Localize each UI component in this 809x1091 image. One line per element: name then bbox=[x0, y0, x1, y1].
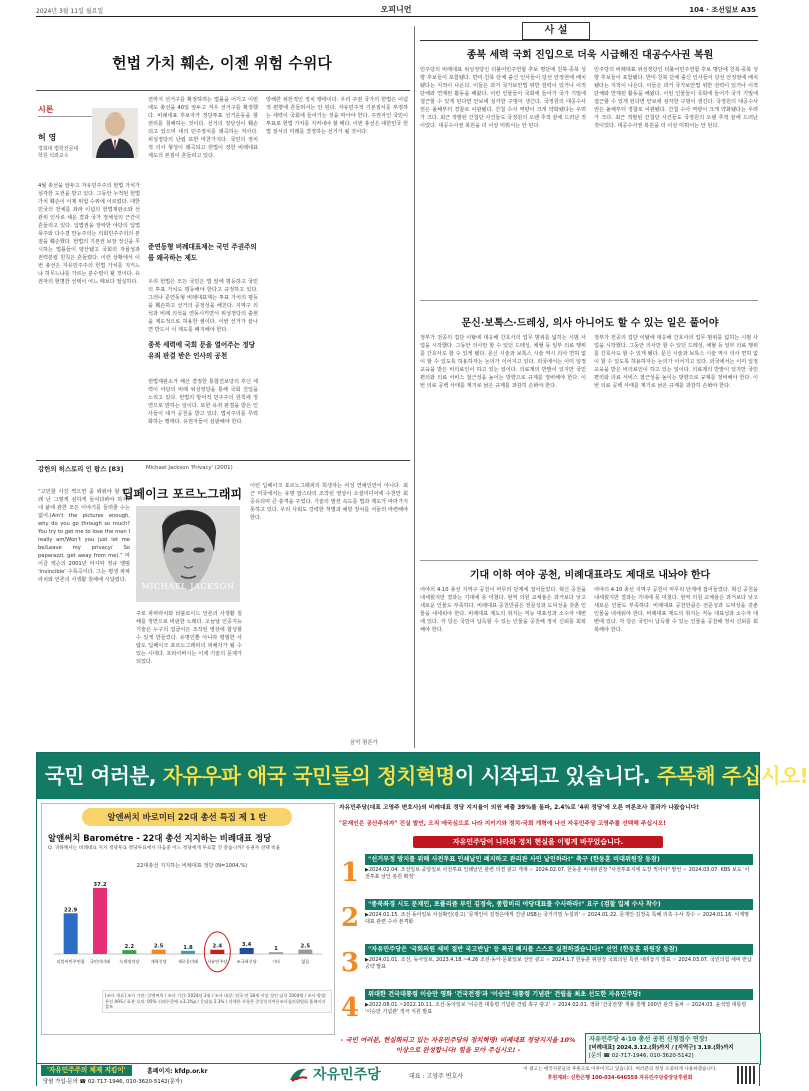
column1-body-c: 우리 헌법은 모든 국민은 법 앞에 평등하고 국민의 투표 가치도 평등해야 한다고 규정하고 있다. 그러나 준연동형 비례대표제는 투표 가치의 평등을 훼손하고 선거의 공정성을 해친다. 지역구 의석과 비례 의석을 연동시키면서 위성정당의 출현을 제도적으로 허용한 셈이다. 이번 선거가 끝나면 반드시 이 제도를 폐지해야 한다. bbox=[148, 279, 258, 333]
ad-application-box bbox=[585, 1033, 761, 1065]
chart-bar bbox=[298, 950, 312, 954]
column2-title: 딥페이크 포르노그래피 bbox=[121, 487, 243, 501]
editorial-rule bbox=[420, 40, 758, 41]
ad-items-list bbox=[339, 852, 755, 1030]
ad-item bbox=[339, 852, 755, 895]
author-photo bbox=[92, 108, 138, 158]
poll-subtitle: 22대총선 지지하는 비례대표 정당 (N=1004,%) bbox=[136, 863, 248, 869]
chart-category-label: 국민의미래 bbox=[89, 959, 111, 964]
editorial-3-body-left: 여야의 4·10 총선 지역구 공천이 마무리 단계에 접어들었다. 혁신 공천을 내세웠지만 결과는 기대에 못 미쳤다. 현역 의원 교체율은 과거보다 낮고 새로운 인물도 부족하다. 비례대표 공천만큼은 전문성과 도덕성을 갖춘 인물을 내세워야 한다. 비례대표 제도의 취지는 직능 대표성과 소수자 대변에 있다. 각 당은 국민이 납득할 수 있는 인물을 공천해 정치 신뢰를 회복해야 한다. bbox=[420, 587, 586, 633]
album-title: MICHAEL JACKSON bbox=[141, 582, 235, 591]
column2-body-c: 이런 딥페이크 포르노그래피의 희생자는 여성 연예인만이 아니다. 최근 미국에서는 유명 팝스타의 조작된 영상이 소셜미디어에 수천만 회 공유되며 큰 충격을 주었다. 기술의 발전 속도를 법과 제도가 따라가지 못하고 있다. 우리 사회도 강력한 처벌과 예방 장치를 서둘러 마련해야 한다. bbox=[250, 483, 408, 521]
ad-item-detail: ▶2022.08.01.~2022.10.11. 조선·동아일보 '이승만 대통령 기념관 건립 촉구 광고' ☞ 2024.02.01. 영화 '건국전쟁' 개봉 흥행 100만 관객 돌파 ☞ 2024.03. 윤석열 대통령 '이승만 기념관' 적극 지원 발표 bbox=[365, 1002, 747, 1015]
chart-value-label: 2.5 bbox=[153, 943, 164, 950]
editorial-1-body-left: 민주당의 비례대표 위성정당인 더불어민주연합 후보 명단에 친북·종북 성향 후보들이 포함됐다. 반미·친북 단체 출신 인사들이 당선 안정권에 배치됐다는 지적이 나온다. 이들은 과거 국가보안법 위반 전력이 있거나 이적 단체와 연계된 활동을 해왔다. 이런 인물들이 국회에 들어가 국가 기밀에 접근할 수 있게 된다면 안보에 심각한 구멍이 생긴다. 국정원의 대공수사권은 올해부터 경찰로 이관됐다. 간첩 수사 역량이 크게 약화됐다는 우려가 크다. 최근 적발된 간첩단 사건들도 국정원의 오랜 추적 끝에 드러난 것이었다. 대공수사권 복원을 더 이상 미뤄서는 안 된다. bbox=[420, 67, 586, 129]
ad-headline-c: 이 시작되고 있습니다. bbox=[454, 764, 657, 788]
ad-slogan-box bbox=[337, 1035, 579, 1059]
chart-bar bbox=[152, 950, 166, 954]
page-vertical-divider bbox=[414, 26, 415, 748]
ad-item-detail: ▶2024.01.15. 조선·동아일보 사실확인(광고) '문재인이 김정은에게 건넨 USB는 국가기밀 누설죄' ☞ 2024.01.22. 문재인·김정숙 특혜 의혹 수사 착수 ☞ 2024.01.16. 이재명 대표 관련 수사 본격화 bbox=[365, 912, 750, 925]
editorial-3-body-right: 여야의 4·10 총선 지역구 공천이 마무리 단계에 접어들었다. 혁신 공천을 내세웠지만 결과는 기대에 못 미쳤다. 현역 의원 교체율은 과거보다 낮고 새로운 인물도 부족하다. 비례대표 공천만큼은 전문성과 도덕성을 갖춘 인물을 내세워야 한다. 비례대표 제도의 취지는 직능 대표성과 소수자 대변에 있다. 각 당은 국민이 납득할 수 있는 인물을 공천해 정치 신뢰를 회복해야 한다. bbox=[594, 587, 758, 633]
poll-panel bbox=[41, 803, 335, 1035]
ad-footer-rep: 대표 : 고영주 변호사 bbox=[409, 1073, 464, 1080]
ad-application-line-2: [문의 ☎ 02-717-1946, 010-3620-5142] bbox=[589, 1053, 694, 1059]
party-logo-icon bbox=[287, 1066, 309, 1084]
chart-value-label: 3.4 bbox=[241, 941, 252, 948]
ad-item-title: "선거부정 방지를 위해 사전투표 인쇄날인 폐지하고 관리관 사인 날인하라!" 촉구 (한동훈 비대위원장 동참) bbox=[365, 854, 753, 865]
series-title: 강헌의 히스토리 인 팝스 [83] bbox=[38, 465, 124, 473]
ad-footer-phone: 당원 가입·문의 ☎ 02-717-1946, 010-3620-5142(문자) bbox=[43, 1079, 183, 1085]
chart-bar bbox=[64, 913, 78, 954]
qr-code-icon[interactable] bbox=[737, 1066, 755, 1084]
ad-item-title: "자유민주당은 '국회의원 세비 절반 국고반납' 등 특권 폐지를 스스로 실천하겠습니다!" 선언 (한동훈 위원장 동참) bbox=[365, 944, 753, 955]
chart-value-label: 2.4 bbox=[212, 943, 223, 950]
header-rule bbox=[36, 16, 758, 17]
chart-value-label: 2.2 bbox=[124, 944, 135, 951]
ad-application-title: 자유민주당 4·10 총선 공천 신청접수 연장! bbox=[589, 1036, 708, 1043]
kicker: 시론 bbox=[38, 105, 54, 114]
editorial-2-title: 문신·보톡스·드레싱, 의사 아니어도 할 수 있는 일은 풀어야 bbox=[461, 318, 719, 329]
editorial-1-title: 종북 세력 국회 진입으로 더욱 시급해진 대공수사권 복원 bbox=[466, 50, 714, 61]
poll-bar-chart bbox=[46, 868, 330, 986]
ad-footer-bank-1: 이 광고는 애국자분들의 후원으로 이루어지고 있습니다. 여러분의 정성 소중하게 사용하겠습니다. bbox=[523, 1067, 717, 1072]
ad-footer-bank-2: 후원계좌: 신한은행 100-034-646559 자유민주당중앙당후원회 bbox=[547, 1075, 693, 1081]
column-title-rule bbox=[36, 90, 410, 91]
ad-footer-party: 자유민주당 bbox=[313, 1067, 381, 1083]
chart-bar bbox=[210, 950, 224, 954]
author-title: 경희대 법학전문대학원 석좌교수 bbox=[38, 146, 79, 159]
album-cover bbox=[136, 506, 240, 602]
ad-stripe: 자유민주당이 나라와 정치 현실을 이렇게 바꾸었습니다. bbox=[413, 836, 663, 848]
ad-item-title: 위대한 건국대통령 이승만 영화 '건국전쟁'과 '이승만 대통령 기념관' 건립을 최초 선도한 자유민주당! bbox=[365, 989, 753, 1000]
ad-footer-homepage[interactable]: 홈페이지: kfdp.or.kr bbox=[147, 1068, 208, 1075]
chart-bar bbox=[269, 952, 283, 954]
chart-value-label: 1.8 bbox=[183, 944, 193, 951]
ad-headline-d: 주목해 주십시오! bbox=[656, 764, 809, 788]
editorial-2-body-right: 정부가 전공의 집단 이탈에 대응해 간호사의 업무 범위를 넓히는 시범 사업을 시작했다. 그동안 의사만 할 수 있던 드레싱, 채혈 등 일부 의료 행위를 간호사도 할 수 있게 됐다. 문신 시술과 보톡스 시술 역시 의사 면허 없이 할 수 있도록 허용하자는 논의가 이어지고 있다. 외국에서는 이미 일정 교육을 받은 비의료인이 하고 있는 일이다. 의료계의 반발이 있지만 국민 편의와 의료 서비스 접근성을 높이는 방향으로 규제를 정비해야 한다. 이번 의료 공백 사태를 계기로 낡은 규제를 과감히 손봐야 한다. bbox=[594, 335, 758, 389]
chart-category-label: 조국혁신당 bbox=[236, 959, 257, 964]
ad-item-number: 2 bbox=[340, 903, 360, 933]
ad-item bbox=[339, 987, 755, 1030]
editorial-2-body-left: 정부가 전공의 집단 이탈에 대응해 간호사의 업무 범위를 넓히는 시범 사업을 시작했다. 그동안 의사만 할 수 있던 드레싱, 채혈 등 일부 의료 행위를 간호사도 할 수 있게 됐다. 문신 시술과 보톡스 시술 역시 의사 면허 없이 할 수 있도록 허용하자는 논의가 이어지고 있다. 외국에서는 이미 일정 교육을 받은 비의료인이 하고 있는 일이다. 의료계의 반발이 있지만 국민 편의와 의료 서비스 접근성을 높이는 방향으로 규제를 정비해야 한다. 이번 의료 공백 사태를 계기로 낡은 규제를 과감히 손봐야 한다. bbox=[420, 335, 586, 389]
editorial-1-body-right: 민주당의 비례대표 위성정당인 더불어민주연합 후보 명단에 친북·종북 성향 후보들이 포함됐다. 반미·친북 단체 출신 인사들이 당선 안정권에 배치됐다는 지적이 나온다. 이들은 과거 국가보안법 위반 전력이 있거나 이적 단체와 연계된 활동을 해왔다. 이런 인물들이 국회에 들어가 국가 기밀에 접근할 수 있게 된다면 안보에 심각한 구멍이 생긴다. 국정원의 대공수사권은 올해부터 경찰로 이관됐다. 간첩 수사 역량이 크게 약화됐다는 우려가 크다. 최근 적발된 간첩단 사건들도 국정원의 오랜 추적 끝에 드러난 것이었다. 대공수사권 복원을 더 이상 미뤄서는 안 된다. bbox=[594, 67, 758, 129]
ad-slogan: - 국민 여러분, 현실화되고 있는 자유민주당의 정치혁명! 비례대표 정당지지율 10% 이상으로 완성합니다! 힘을 모아 주십시오! - bbox=[340, 1036, 576, 1054]
column1-subhead-1: 준연동형 비례대표제는 국민 주권주의를 왜곡하는 제도 bbox=[148, 243, 257, 262]
chart-category-label: 개혁신당 bbox=[150, 959, 167, 964]
column1-body-d: 헌법재판소가 해산 결정한 통합진보당의 후신 세력이 야당의 비례 위성정당을 통해 국회 진입을 노리고 있다. 헌법의 방어적 민주주의 원칙에 정면으로 반하는 일이다. 또한 유죄 판결을 받은 인사들이 대거 공천을 받고 있다. 법치주의를 무력화하는 행태다. 유권자들이 심판해야 한다. bbox=[148, 379, 258, 425]
chart-category-label: 없음 bbox=[301, 959, 310, 964]
column1-body-e: 방해한 위헌적인 정치 행태이다. 우리 주권 국가의 헌법은 이념적 편향에 흔들려서는 안 된다. 자유민주적 기본질서를 부정하는 세력이 국회에 들어가는 것을 막아야 한다. 주권자인 국민이 투표로 헌법 가치를 지켜내야 할 때다. 이번 총선은 대한민국 헌법 질서의 미래를 결정하는 선거가 될 것이다. bbox=[266, 97, 408, 135]
chart-value-label: 1 bbox=[274, 946, 278, 953]
chart-category-label: 기타 bbox=[271, 959, 281, 964]
ad-block bbox=[36, 752, 809, 1086]
poll-chart-title: 알앤써치 Barométre - 22대 총선 지지하는 비례대표 정당 bbox=[48, 833, 272, 843]
ad-headline-a: 국민 여러분, bbox=[45, 764, 163, 788]
chart-value-label: 2.5 bbox=[300, 943, 311, 950]
poll-badge: 알앤써치 바로미터 22대 총선 특집 제 1 탄 bbox=[82, 808, 292, 826]
ad-footer-slogan: '자유민주주의 체제 지킴이' bbox=[41, 1065, 132, 1076]
column-divider bbox=[36, 460, 410, 461]
chart-bar bbox=[122, 950, 136, 954]
ad-item-number: 4 bbox=[340, 993, 360, 1023]
editorial-1-divider bbox=[420, 300, 758, 301]
chart-category-label: 녹색정의당 bbox=[119, 959, 140, 964]
kicker-rule bbox=[38, 116, 98, 117]
ad-headline-bar bbox=[37, 753, 809, 799]
column1-body-b: 전까지 선거구를 확정하려는 법률을 어기고 이번에도 총선을 40일 앞두고 겨우 선거구를 확정했다. 비례대표 후보자가 정당투표 선거운동을 할 권리를 침해하는 것이다. 선거의 정당성이 훼손되고 있으며 대의 민주정치를 왜곡하는 처사다. 위성정당의 난립 또한 마찬가지다. 국민의 정치적 의사 형성이 왜곡되고 헌법이 정한 비례대표 제도의 본질이 흔들리고 있다. bbox=[148, 97, 258, 159]
editorial-label: 사 설 bbox=[522, 22, 590, 40]
ad-intro-2: "문재인은 공산주의자" 진실 발언, 오직 애국심으로 나라 지키기와 정치·국회 개혁에 나선 자유민주당 고영주를 선택해 주십시오! bbox=[339, 821, 666, 827]
editorial-3-title: 기대 이하 여야 공천, 비례대표라도 제대로 내놔야 한다 bbox=[469, 570, 711, 581]
ad-intro-1: 자유민주당(대표 고영주 변호사)의 비례대표 정당 지지율이 의원 배출 39%를 돌파, 2.4%로 '4위 정당'에 오른 여론조사 결과가 나왔습니다! bbox=[339, 805, 699, 811]
ad-headline-b: 자유우파 애국 국민들의 정치혁명 bbox=[162, 764, 455, 788]
editorial-2-divider bbox=[420, 560, 758, 561]
column-title: 헌법 가치 훼손, 이젠 위험 수위다 bbox=[112, 54, 332, 72]
chart-category-label: 새로운미래 bbox=[177, 959, 199, 964]
ad-item-title: "종북좌경 시도 문재인, 포퓰리즘 부인 김정숙, 종합비리 야당대표를 수사하라!" 요구 (검찰 일제 수사 착수) bbox=[365, 899, 753, 910]
ad-item-detail: ▶2024.01.01. 조선, 동아일보, 2023.4.18.~4.26 조선·동아·문화일보 선언 광고 ☞ 2024.1.7 한동훈 위원장 국회의원 특권 내려놓기 발표 ☞ 2024.03.07. 국민의힘 세비 반납 공약 발표 bbox=[365, 957, 752, 970]
ad-item-number: 1 bbox=[340, 858, 360, 888]
chart-bar bbox=[93, 888, 107, 954]
column1-subhead-2: 종북 세력에 국회 문을 열어주는 정당 유죄 판결 받은 인사의 공천 bbox=[148, 341, 256, 360]
chart-bar bbox=[240, 948, 254, 954]
ad-item-detail: ▶2024.02.04. 조선일보·중앙일보 사전투표 인쇄날인 관련 의견 광고 게재 ☞ 2024.02.07. 한동훈 비대위원장 "사전투표지에 도장 찍어야" 발언 ☞ 2024.03.07. KBS 보도 '사전투표 날인 복원 확정' bbox=[365, 867, 750, 880]
ad-item bbox=[339, 942, 755, 985]
chart-bar bbox=[181, 951, 195, 954]
ad-item-number: 3 bbox=[340, 948, 360, 978]
poll-note: [조사 개요] 조사 기관: 알앤써치 / 조사 기간: 2024년 3월 / 조사 대상: 전국 만 18세 이상 성인 남녀 1004명 / 조사 방법: 무선 ARS / 표본 오차: 95% 신뢰수준에 ±3.1%p / 응답률 2.3% / 자세한 사항은 중앙선거여론조사심의위원회 홈페이지 참조 bbox=[102, 990, 332, 1013]
poll-question: Q. 귀하께서는 비례대표 지지 정당투표 정당투표에서 다음중 어느 정당에게 투표할 것 같습니까? 유권자 선택 비율 bbox=[48, 846, 281, 851]
column2-writer: 음악 평론가 bbox=[350, 740, 378, 746]
column1-body-a: 4월 총선을 앞두고 자유민주주의 헌법 가치가 심각한 도전을 받고 있다. 그동안 누적된 헌법 가치 훼손이 이제 위험 수위에 이르렀다. 대한민국의 전체를 좌파 이념의 헌법재판소와 선관위 인사로 채운 결과 국가 정체성의 근간이 흔들리고 있다. 입법권을 장악한 야당의 입법 폭주와 다수결 만능주의는 의회민주주의의 본질을 훼손했다. 헌법의 기본권 보장 정신을 무시하는 법률들이 양산됐고 국회의 자율성과 권력분립 원칙은 흔들렸다. 이런 상황에서 이번 총선은 자유민주주의 헌법 가치를 지키느냐 허무느냐를 가르는 분수령이 될 것이다. 유권자의 현명한 선택이 어느 때보다 절실하다. bbox=[38, 183, 140, 285]
chart-category-label: 자유민주당 bbox=[207, 959, 228, 964]
chart-value-label: 22.9 bbox=[64, 907, 78, 914]
author-name: 허 영 bbox=[38, 133, 57, 142]
ad-application-line-1: [비례대표] 2024.3.12.(화)까지 / [지역구] 3.19.(화)까지 bbox=[589, 1045, 734, 1051]
ad-headline bbox=[45, 761, 809, 791]
chart-category-label: 더불어민주연합 bbox=[56, 959, 85, 964]
column2-body-b: 주로 파파라치와 타블로이드 언론의 사생활 침해를 정면으로 비판한 노래다. 오늘날 인공지능 기술은 누구의 얼굴이든 조작된 영상에 합성할 수 있게 만들었다. 유명인뿐 아니라 평범한 사람도 딥페이크 포르노그래피의 피해자가 될 수 있는 시대다. 프라이버시는 이제 기술의 문제가 되었다. bbox=[136, 611, 242, 665]
page-info: 104 · 조선일보 A35 bbox=[689, 6, 756, 14]
series-song: Michael Jackson 'Privacy' (2001) bbox=[146, 465, 233, 471]
ad-footer bbox=[37, 1063, 759, 1086]
page-date: 2024년 3월 11일 월요일 bbox=[36, 8, 104, 15]
ad-item bbox=[339, 897, 755, 940]
chart-value-label: 37.2 bbox=[93, 881, 107, 888]
column2-body-a: “고민할 사진 찍으면 좀 봐줘야 할 아? 왜 난 그렇게 심하게 들여다봐야 하지? 내 삶에 관한 모든 이야기를 들려줄 수는 없어.(Ain't the pictures enough, why do you go through so much? You try to get me to lose the man I really am/Won't you just let me be/Leave my privacy/ So paparazzi, get away from me).” 마이클 잭슨의 2001년 마지막 정규 앨범 'Invincible' 수록곡이다. 그는 평생 파파라치와 언론의 사생활 침해에 시달렸다. bbox=[38, 489, 130, 583]
section-title: 오피니언 bbox=[380, 5, 412, 14]
